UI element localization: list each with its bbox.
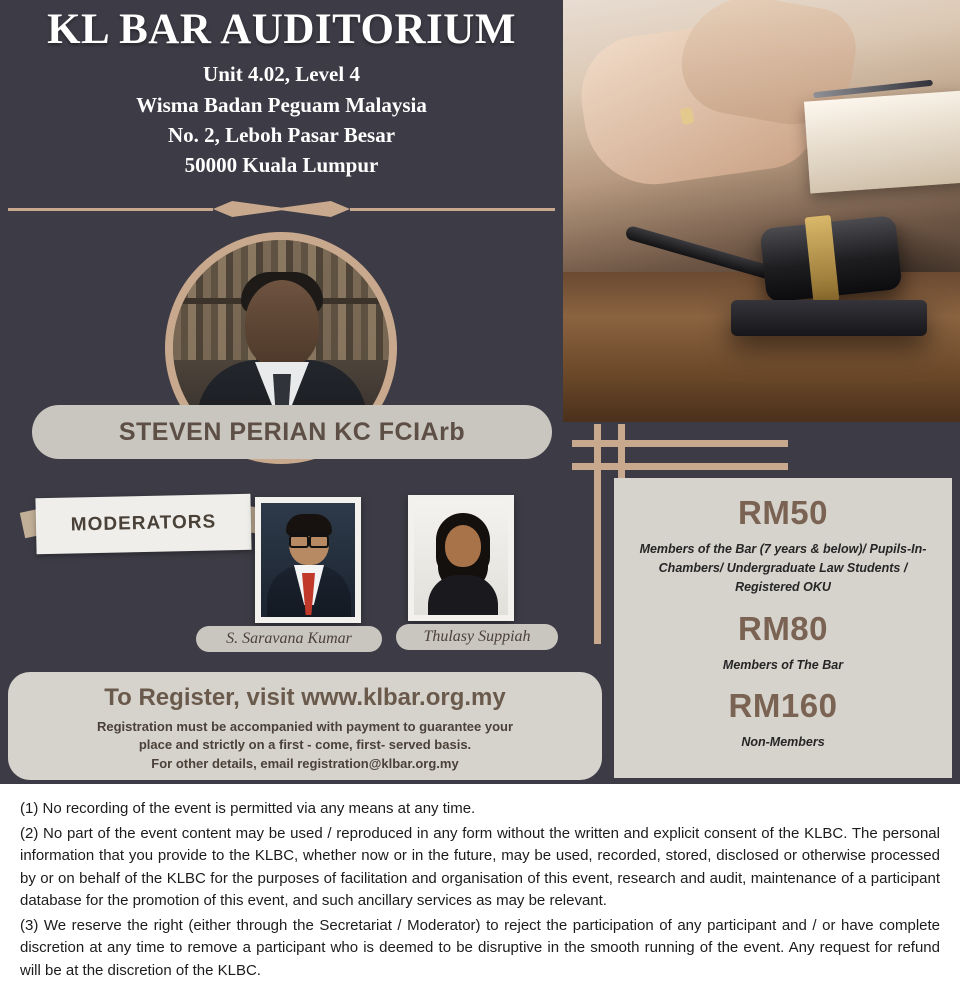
speaker-name-badge — [32, 405, 552, 459]
registration-note-line-2: place and strictly on a first - come, first- served basis. — [138, 737, 472, 753]
ornament-divider — [0, 196, 563, 222]
address-line-4: 50000 Kuala Lumpur — [184, 153, 379, 177]
moderator-photo-2 — [408, 495, 514, 621]
address-line-3: No. 2, Leboh Pasar Besar — [167, 122, 396, 147]
registration-title[interactable]: To Register, visit www.klbar.org.my — [104, 684, 506, 711]
price-description-1: Members of the Bar (7 years & below)/ Pupils-In-Chambers/ Undergraduate Law Students / Registered OKU — [639, 542, 927, 594]
moderator-name-badge-2 — [396, 624, 558, 650]
moderator-name-2: Thulasy Suppiah — [423, 628, 531, 645]
price-tier-1 — [614, 494, 952, 596]
pricing-panel — [614, 478, 952, 778]
venue-address — [0, 59, 563, 180]
registration-panel — [8, 672, 602, 780]
moderators-label: MODERATORS — [70, 511, 217, 536]
price-description-2: Members of The Bar — [722, 658, 844, 673]
divider-bar-left — [8, 208, 213, 211]
poster-header — [0, 0, 563, 196]
terms-section — [0, 784, 960, 1000]
decor-bar-vertical-1 — [594, 424, 601, 644]
price-tier-2 — [614, 610, 952, 675]
registration-note-line-1: Registration must be accompanied with payment to guarantee your — [96, 719, 514, 734]
moderator-name-badge-1 — [196, 626, 382, 652]
divider-diamond-icon — [213, 201, 350, 217]
glasses-icon — [289, 533, 329, 542]
address-line-2: Wisma Badan Peguam Malaysia — [136, 92, 427, 117]
decor-bar-horizontal-2 — [572, 463, 788, 470]
price-description-3: Non-Members — [741, 735, 825, 749]
price-amount-1: RM50 — [737, 494, 829, 531]
terms-item-3: (3) We reserve the right (either through the Secretariat / Moderator) to reject the participation of any participant and / or have complete discretion at any time to remove a participant who is deemed to be disruptive in the smooth running of the event. Any request for refund will be at the discretion of the KLBC. — [20, 916, 940, 979]
price-tier-3 — [614, 687, 952, 752]
gavel-sound-block — [731, 300, 927, 336]
moderator-name-1: S. Saravana Kumar — [226, 630, 352, 647]
gavel-photo — [563, 0, 960, 422]
address-line-1: Unit 4.02, Level 4 — [203, 62, 360, 87]
terms-item-2: (2) No part of the event content may be used / reproduced in any form without the written and explicit consent of the KLBC. The personal information that you provide to the KLBC, whether now or in the future, may be used, recorded, stored, disclosed or otherwise processed by or on behalf of the KLBC for the purposes of facilitation and organisation of this event, research and audit, maintenance of a participant database for the promotion of this event, and such ancillary services as may be relevant. — [20, 824, 940, 909]
moderators-label-tape — [35, 494, 251, 554]
page-title: KL BAR AUDITORIUM — [47, 6, 516, 53]
divider-bar-right — [350, 208, 555, 211]
speaker-head — [245, 280, 319, 368]
desk-surface — [563, 272, 960, 422]
price-amount-3: RM160 — [728, 687, 838, 724]
registration-note — [8, 718, 602, 773]
moderator-2-face — [445, 525, 481, 567]
price-amount-2: RM80 — [737, 610, 829, 648]
moderator-photo-1 — [255, 497, 361, 623]
registration-note-line-3: For other details, email registration@klbar.org.my — [151, 755, 459, 771]
open-book — [804, 91, 960, 194]
decor-bar-horizontal-1 — [572, 440, 788, 447]
speaker-name: STEVEN PERIAN KC FCIArb — [118, 417, 466, 446]
terms-item-1: (1) No recording of the event is permitted via any means at any time. — [20, 800, 476, 817]
